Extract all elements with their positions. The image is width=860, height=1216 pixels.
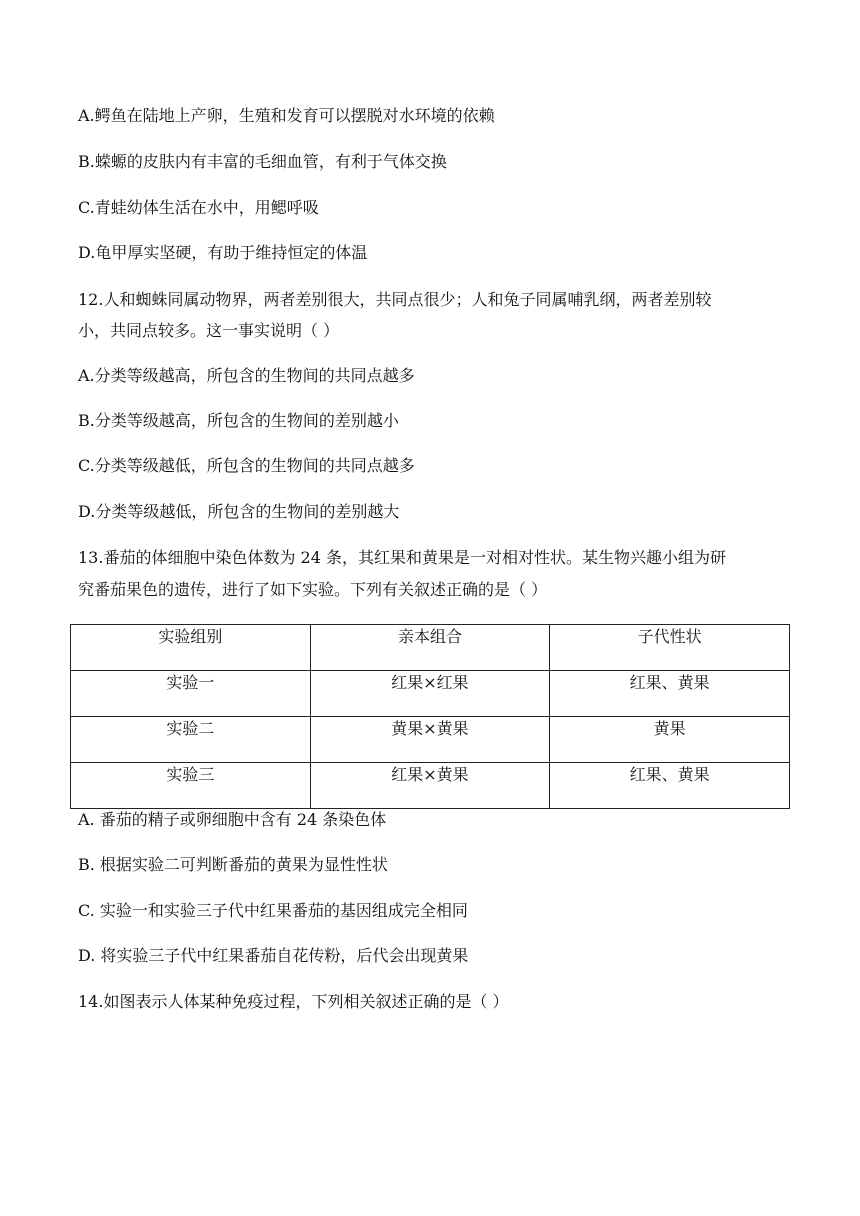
- table-row: [71, 763, 790, 809]
- table-header-cell: 实验组别: [71, 625, 311, 671]
- table-cell: 红果×红果: [310, 671, 550, 717]
- table-cell: 实验二: [71, 717, 311, 763]
- q12-option-a: A.分类等级越高，所包含的生物间的共同点越多: [78, 366, 415, 385]
- table-header-cell: 子代性状: [550, 625, 790, 671]
- q12-option-b: B.分类等级越高，所包含的生物间的差别越小: [78, 411, 399, 430]
- table-cell: 黄果×黄果: [310, 717, 550, 763]
- q11-option-a: A.鳄鱼在陆地上产卵，生殖和发育可以摆脱对水环境的依赖: [78, 106, 495, 125]
- table-header-cell: 亲本组合: [310, 625, 550, 671]
- q13-option-a: A. 番茄的精子或卵细胞中含有 24 条染色体: [78, 810, 387, 829]
- table-cell: 红果、黄果: [550, 671, 790, 717]
- q11-option-b: B.蝾螈的皮肤内有丰富的毛细血管，有利于气体交换: [78, 152, 447, 171]
- q12-stem-line1: 12.人和蜘蛛同属动物界，两者差别很大，共同点很少；人和兔子同属哺乳纲，两者差别较: [78, 290, 712, 309]
- q13-option-d: D. 将实验三子代中红果番茄自花传粉，后代会出现黄果: [78, 946, 469, 965]
- table-cell: 红果、黄果: [550, 763, 790, 809]
- q11-option-d: D.龟甲厚实坚硬，有助于维持恒定的体温: [78, 243, 368, 262]
- q13-option-c: C. 实验一和实验三子代中红果番茄的基因组成完全相同: [78, 901, 468, 920]
- q12-option-c: C.分类等级越低，所包含的生物间的共同点越多: [78, 456, 415, 475]
- q11-option-c: C.青蛙幼体生活在水中，用鳃呼吸: [78, 198, 319, 217]
- q13-stem-line1: 13.番茄的体细胞中染色体数为 24 条，其红果和黄果是一对相对性状。某生物兴趣小组为研: [78, 548, 726, 567]
- table-row: [71, 671, 790, 717]
- q13-stem-line2: 究番茄果色的遗传，进行了如下实验。下列有关叙述正确的是（ ）: [78, 580, 548, 599]
- q14-stem: 14.如图表示人体某种免疫过程，下列相关叙述正确的是（ ）: [78, 992, 509, 1011]
- table-cell: 红果×黄果: [310, 763, 550, 809]
- q12-stem-line2: 小，共同点较多。这一事实说明（ ）: [78, 321, 340, 340]
- q12-option-d: D.分类等级越低，所包含的生物间的差别越大: [78, 502, 400, 521]
- table-cell: 实验三: [71, 763, 311, 809]
- table-cell: 黄果: [550, 717, 790, 763]
- q13-option-b: B. 根据实验二可判断番茄的黄果为显性性状: [78, 855, 388, 874]
- experiment-table: [70, 624, 790, 809]
- table-row: [71, 717, 790, 763]
- table-header-row: [71, 625, 790, 671]
- table-cell: 实验一: [71, 671, 311, 717]
